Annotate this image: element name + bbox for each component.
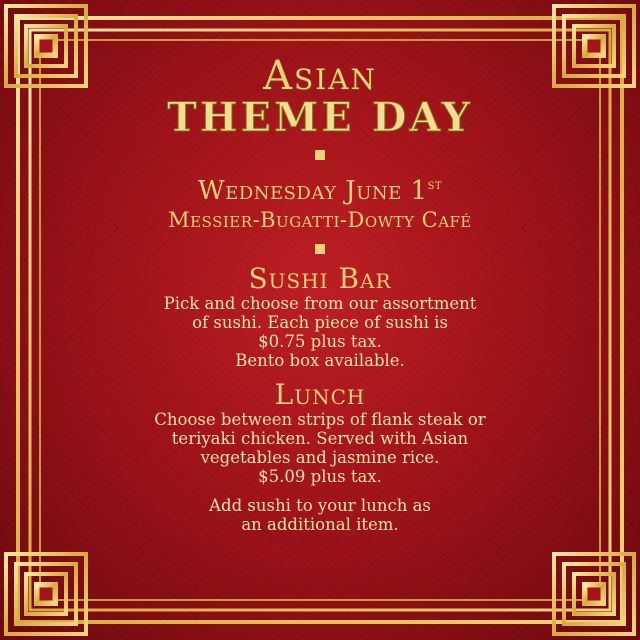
event-date-main: Wednesday June 1 [197,176,428,206]
title-line-2: THEME DAY [166,94,474,141]
lunch-description [60,410,580,486]
lunch-line: vegetables and jasmine rice. [200,448,440,467]
chinese-knot-icon [554,554,634,634]
square-bullet-icon [315,244,325,254]
lunch-line: $5.09 plus tax. [258,467,382,486]
lunch-heading: Lunch [274,378,366,411]
poster-content [60,53,580,534]
lunch-line: teriyaki chicken. Served with Asian [171,429,469,448]
square-bullet-icon [315,150,325,160]
title-line-1: Asian [263,53,377,99]
chinese-knot-icon [6,554,86,634]
sushi-bar-line: Pick and choose from our assortment [163,294,477,313]
event-venue: Messier-Bugatti-Dowty Café [168,208,472,232]
addon-line: Add sushi to your lunch as [209,496,431,515]
sushi-bar-line: Bento box available. [235,351,405,370]
sushi-bar-heading: Sushi Bar [248,262,392,295]
event-date-suffix: st [427,177,443,193]
sushi-bar-line: $0.75 plus tax. [258,332,382,351]
sushi-bar-line: of sushi. Each piece of sushi is [192,313,448,332]
event-date [60,170,580,206]
lunch-line: Choose between strips of flank steak or [154,410,486,429]
addon-line: an additional item. [241,515,399,534]
addon-note [60,496,580,534]
sushi-bar-description [60,294,580,370]
